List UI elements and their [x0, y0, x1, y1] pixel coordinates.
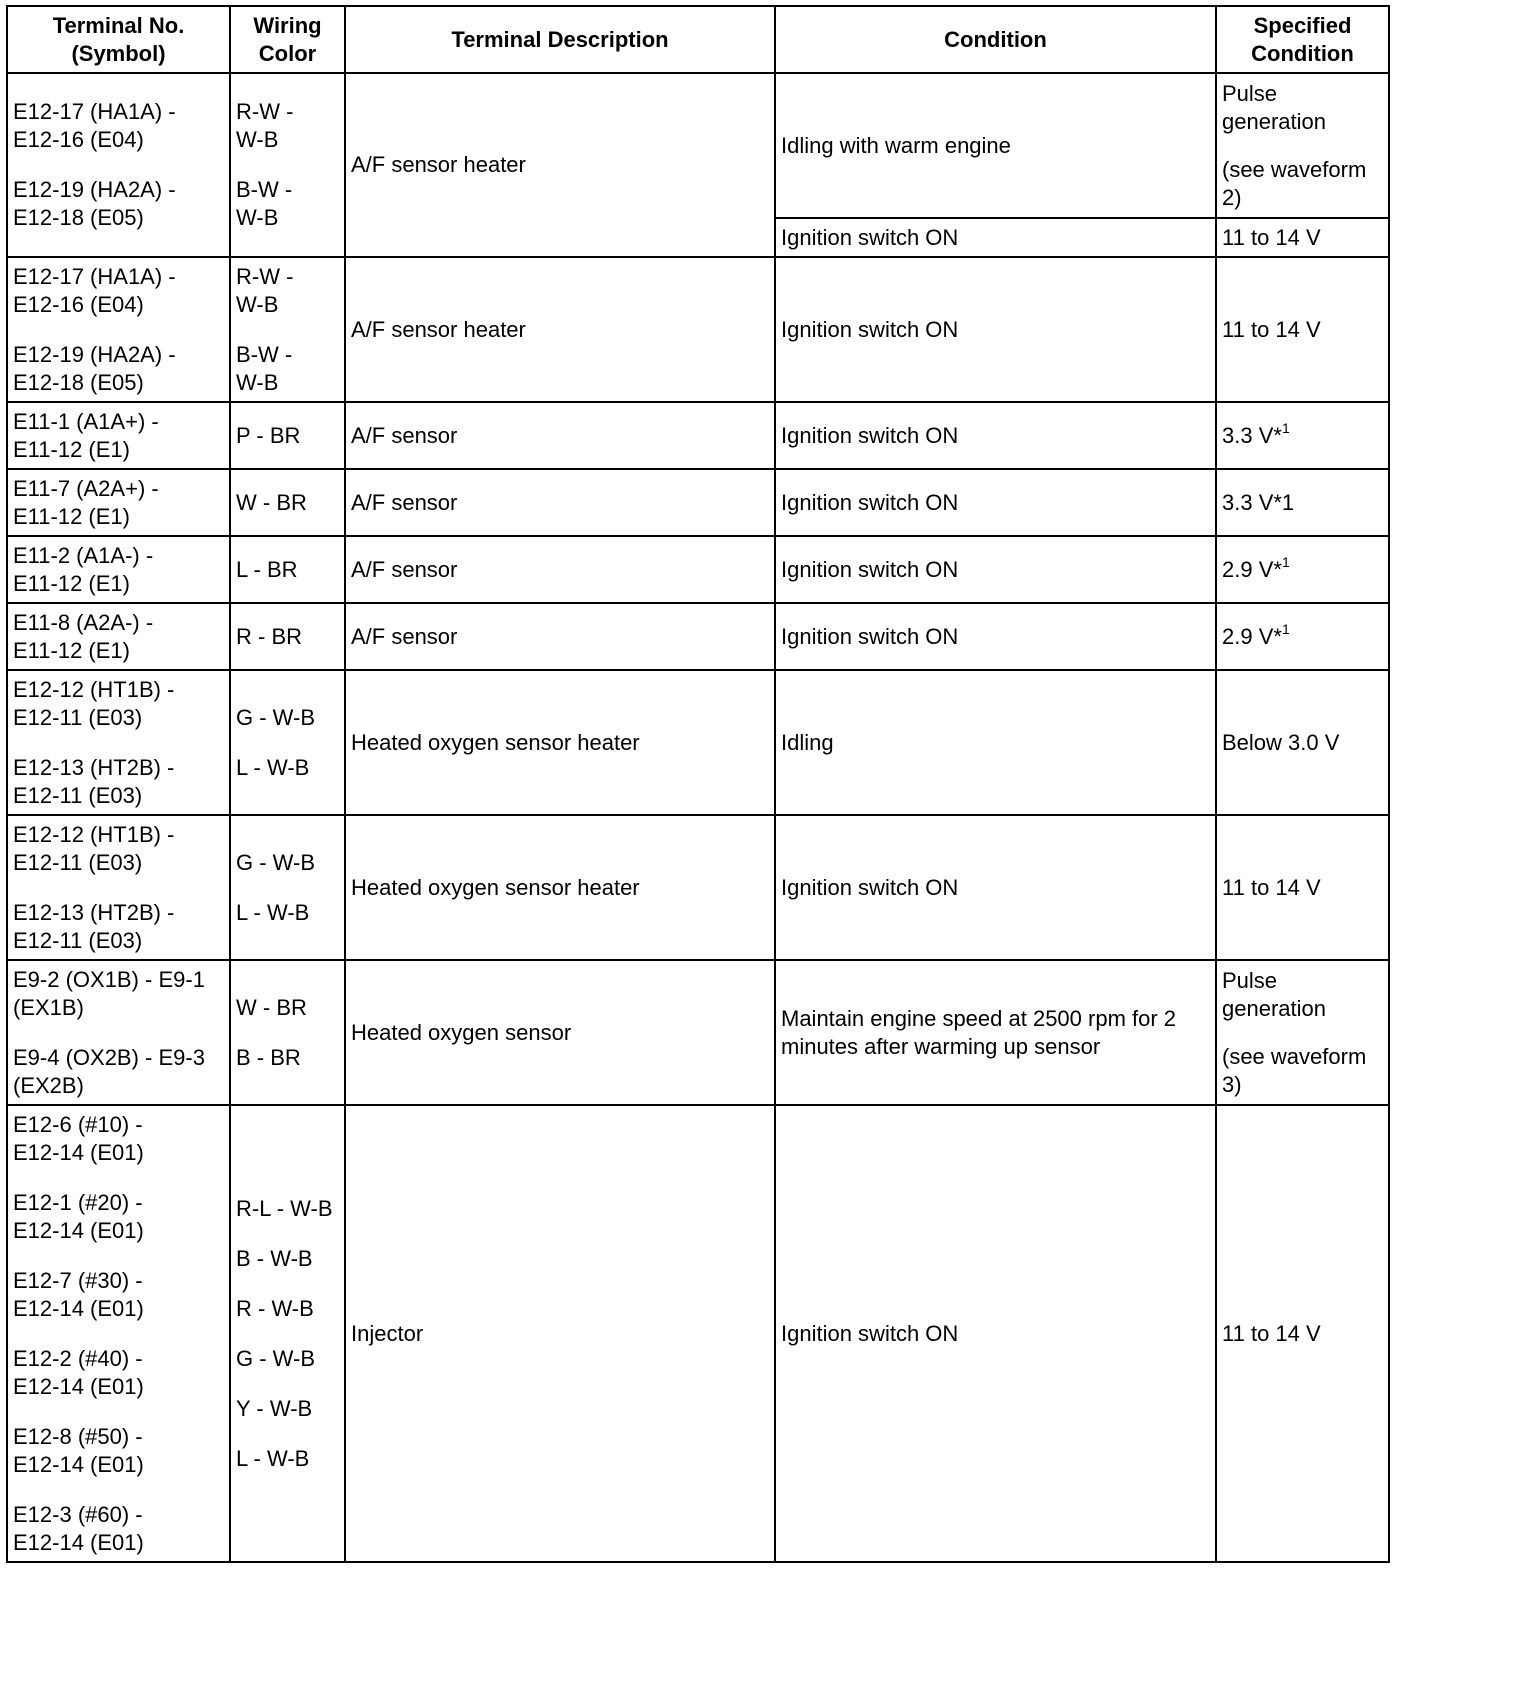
- terminal-text: E12-14 (E01): [13, 1295, 144, 1321]
- condition-cell: Ignition switch ON: [775, 536, 1216, 603]
- terminal-text: E12-14 (E01): [13, 1529, 144, 1555]
- terminal-text: E9-2 (OX1B) - E9-1 (EX1B): [13, 966, 205, 1020]
- wiring-text: Y - W-B: [236, 1395, 313, 1421]
- terminal-text: E12-14 (E01): [13, 1217, 144, 1243]
- table-row: [7, 257, 1389, 402]
- terminal-cell: [7, 960, 230, 1105]
- condition-cell: Idling: [775, 670, 1216, 815]
- terminal-text: E12-14 (E01): [13, 1373, 144, 1399]
- wiring-text: B-W -: [236, 177, 293, 202]
- terminal-cell: [7, 73, 230, 257]
- header-condition: Condition: [775, 6, 1216, 73]
- spec-cell: 11 to 14 V: [1216, 257, 1389, 402]
- spec-cell: 3.3 V*1: [1216, 469, 1389, 536]
- condition-cell: Ignition switch ON: [775, 1105, 1216, 1562]
- description-cell: A/F sensor heater: [345, 73, 775, 257]
- terminal-text: E12-8 (#50) -: [13, 1423, 143, 1449]
- terminal-text: E12-13 (HT2B) -: [13, 899, 175, 925]
- wiring-text: W - BR: [236, 994, 307, 1020]
- terminal-text: E12-11 (E03): [13, 782, 143, 808]
- condition-cell: Idling with warm engine: [775, 73, 1216, 218]
- terminal-text: E12-19 (HA2A) -: [13, 341, 176, 367]
- spec-cell: [1216, 73, 1389, 218]
- terminal-text: E11-2 (A1A-) -: [13, 542, 154, 568]
- spec-footnote: 1: [1281, 554, 1290, 571]
- table-row: [7, 1105, 1389, 1562]
- terminal-text: E12-16 (E04): [13, 291, 144, 317]
- terminal-text: E11-12 (E1): [13, 436, 130, 462]
- terminal-text: E12-11 (E03): [13, 849, 143, 875]
- description-cell: A/F sensor: [345, 402, 775, 469]
- wiring-cell: P - BR: [230, 402, 345, 469]
- spec-text: 2.9 V*: [1222, 556, 1282, 582]
- wiring-cell: [230, 257, 345, 402]
- condition-cell: Ignition switch ON: [775, 815, 1216, 960]
- wiring-text: B-W -: [236, 341, 293, 367]
- wiring-cell: [230, 1105, 345, 1562]
- condition-cell: Ignition switch ON: [775, 402, 1216, 469]
- terminal-text: E12-13 (HT2B) -: [13, 754, 175, 780]
- wiring-text: G - W-B: [236, 1345, 316, 1371]
- spec-cell: [1216, 960, 1389, 1105]
- description-cell: Heated oxygen sensor: [345, 960, 775, 1105]
- wiring-text: G - W-B: [236, 849, 316, 875]
- spec-text: Pulse generation: [1222, 967, 1326, 1021]
- terminal-text: E12-17 (HA1A) -: [13, 99, 176, 124]
- terminal-text: E12-18 (E05): [13, 205, 144, 230]
- table-row: [7, 469, 1389, 536]
- header-specified-line2: Condition: [1251, 40, 1354, 66]
- wiring-cell: W - BR: [230, 469, 345, 536]
- terminal-text: E9-4 (OX2B) - E9-3 (EX2B): [13, 1044, 205, 1098]
- terminal-text: E11-12 (E1): [13, 637, 130, 663]
- spec-text: (see waveform 3): [1222, 1043, 1367, 1097]
- wiring-text: W-B: [236, 127, 279, 152]
- spec-footnote: 1: [1281, 621, 1290, 638]
- table-row: [7, 73, 1389, 218]
- header-description: Terminal Description: [345, 6, 775, 73]
- terminal-text: E11-7 (A2A+) -: [13, 475, 159, 501]
- description-cell: Heated oxygen sensor heater: [345, 670, 775, 815]
- terminal-cell: [7, 402, 230, 469]
- wiring-text: R-W -: [236, 263, 294, 289]
- header-terminal-line2: (Symbol): [71, 40, 166, 66]
- header-wiring: [230, 6, 345, 73]
- terminal-text: E12-3 (#60) -: [13, 1501, 143, 1527]
- wiring-cell: [230, 960, 345, 1105]
- header-specified-line1: Specified: [1253, 12, 1352, 38]
- spec-text: 3.3 V*: [1222, 422, 1282, 448]
- table-row: [7, 536, 1389, 603]
- table-row: [7, 402, 1389, 469]
- header-wiring-line1: Wiring: [253, 12, 322, 38]
- terminal-text: E12-6 (#10) -: [13, 1111, 143, 1137]
- terminal-cell: [7, 257, 230, 402]
- description-cell: A/F sensor: [345, 536, 775, 603]
- wiring-text: R - W-B: [236, 1295, 314, 1321]
- table-header: [7, 6, 1389, 73]
- spec-cell: Below 3.0 V: [1216, 670, 1389, 815]
- description-cell: Injector: [345, 1105, 775, 1562]
- spec-cell: 11 to 14 V: [1216, 218, 1389, 257]
- condition-cell: Ignition switch ON: [775, 257, 1216, 402]
- wiring-text: W-B: [236, 369, 279, 395]
- wiring-text: B - BR: [236, 1044, 301, 1070]
- header-terminal: [7, 6, 230, 73]
- wiring-text: L - W-B: [236, 754, 310, 780]
- spec-cell: [1216, 603, 1389, 670]
- table-row: [7, 815, 1389, 960]
- spec-text: Pulse generation: [1222, 80, 1326, 134]
- wiring-cell: [230, 670, 345, 815]
- header-row: [7, 6, 1389, 73]
- spec-text: (see waveform 2): [1222, 156, 1367, 210]
- terminal-inspection-table: [6, 5, 1390, 1563]
- terminal-text: E12-14 (E01): [13, 1139, 144, 1165]
- terminal-text: E12-12 (HT1B) -: [13, 676, 175, 702]
- wiring-cell: L - BR: [230, 536, 345, 603]
- terminal-text: E12-16 (E04): [13, 127, 144, 152]
- wiring-text: L - W-B: [236, 899, 310, 925]
- condition-cell: Maintain engine speed at 2500 rpm for 2 minutes after warming up sensor: [775, 960, 1216, 1105]
- condition-cell: Ignition switch ON: [775, 603, 1216, 670]
- terminal-text: E12-7 (#30) -: [13, 1267, 143, 1293]
- table-row: [7, 670, 1389, 815]
- description-cell: A/F sensor: [345, 469, 775, 536]
- terminal-text: E12-19 (HA2A) -: [13, 177, 176, 202]
- wiring-cell: [230, 815, 345, 960]
- table-row: [7, 960, 1389, 1105]
- terminal-text: E12-17 (HA1A) -: [13, 263, 176, 289]
- spec-cell: [1216, 402, 1389, 469]
- condition-cell: Ignition switch ON: [775, 469, 1216, 536]
- header-specified: [1216, 6, 1389, 73]
- terminal-text: E12-12 (HT1B) -: [13, 821, 175, 847]
- wiring-text: W-B: [236, 205, 279, 230]
- wiring-cell: R - BR: [230, 603, 345, 670]
- terminal-text: E12-1 (#20) -: [13, 1189, 143, 1215]
- terminal-cell: [7, 1105, 230, 1562]
- terminal-text: E12-18 (E05): [13, 369, 144, 395]
- description-cell: A/F sensor heater: [345, 257, 775, 402]
- terminal-cell: [7, 536, 230, 603]
- terminal-cell: [7, 670, 230, 815]
- spec-cell: [1216, 536, 1389, 603]
- terminal-text: E12-2 (#40) -: [13, 1345, 143, 1371]
- spec-footnote: 1: [1281, 420, 1290, 437]
- spec-text: 2.9 V*: [1222, 623, 1282, 649]
- wiring-text: G - W-B: [236, 704, 316, 730]
- description-cell: A/F sensor: [345, 603, 775, 670]
- header-wiring-line2: Color: [258, 40, 317, 66]
- table-body: [7, 73, 1389, 1562]
- wiring-cell: [230, 73, 345, 257]
- terminal-text: E11-12 (E1): [13, 570, 130, 596]
- terminal-text: E11-1 (A1A+) -: [13, 408, 159, 434]
- spec-cell: 11 to 14 V: [1216, 1105, 1389, 1562]
- spec-cell: 11 to 14 V: [1216, 815, 1389, 960]
- header-terminal-line1: Terminal No.: [52, 12, 185, 38]
- terminal-text: E12-11 (E03): [13, 927, 143, 953]
- wiring-text: R-L - W-B: [236, 1195, 333, 1221]
- terminal-cell: [7, 815, 230, 960]
- terminal-cell: [7, 469, 230, 536]
- wiring-text: B - W-B: [236, 1245, 313, 1271]
- wiring-text: W-B: [236, 291, 279, 317]
- condition-cell: Ignition switch ON: [775, 218, 1216, 257]
- table-row: [7, 603, 1389, 670]
- terminal-text: E11-8 (A2A-) -: [13, 609, 154, 635]
- terminal-cell: [7, 603, 230, 670]
- wiring-text: L - W-B: [236, 1445, 310, 1471]
- description-cell: Heated oxygen sensor heater: [345, 815, 775, 960]
- terminal-text: E11-12 (E1): [13, 503, 130, 529]
- terminal-text: E12-14 (E01): [13, 1451, 144, 1477]
- wiring-text: R-W -: [236, 99, 294, 124]
- terminal-text: E12-11 (E03): [13, 704, 143, 730]
